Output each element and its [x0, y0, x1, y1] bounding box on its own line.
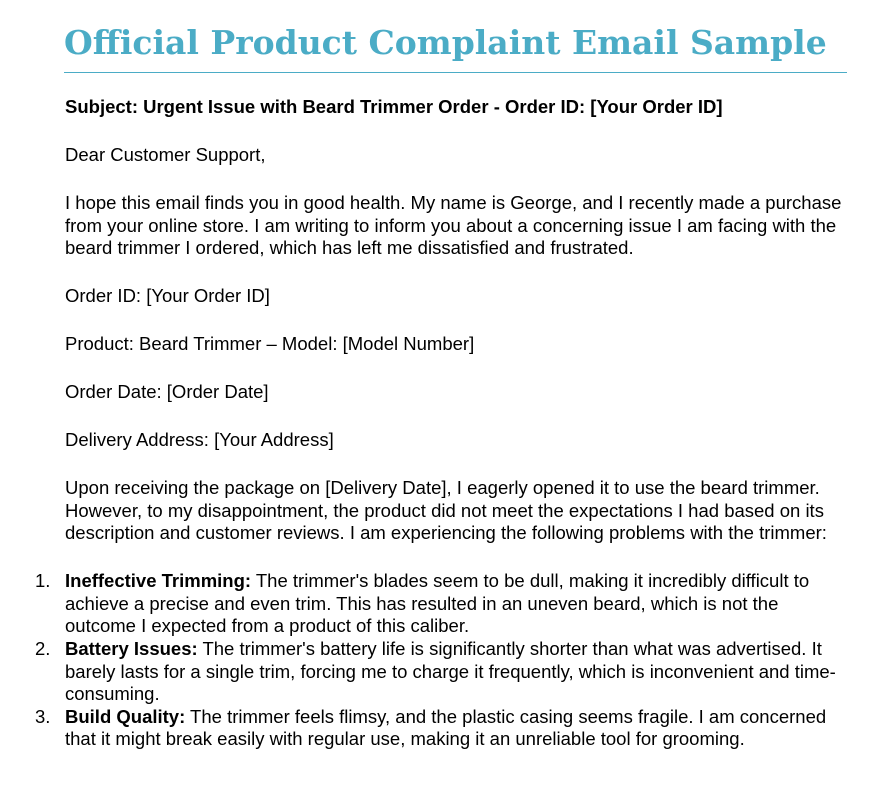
email-greeting: Dear Customer Support,	[65, 143, 266, 165]
intro-paragraph: I hope this email finds you in good health. My name is George, and I recently made a purchase from your online store. I am writing to inform you about a concerning issue I am facing with the beard trimmer I ordered, which has left me dissatisfied and frustrated.	[65, 191, 842, 259]
order-date-line: Order Date: [Order Date]	[65, 381, 269, 403]
product-line: Product: Beard Trimmer – Model: [Model Number]	[65, 333, 475, 355]
problem-intro-paragraph: Upon receiving the package on [Delivery Date], I eagerly opened it to use the beard trimmer. However, to my disappointment, the product did not meet the expectations I had based on its description and customer reviews. I am experiencing the following problems with the trimmer:	[65, 477, 827, 544]
list-item-text: The trimmer's battery life is significantly shorter than what was advertised. It barely lasts for a single trim, forcing me to charge it frequently, which is inconvenient and time-consuming.	[65, 638, 836, 705]
list-item	[35, 705, 850, 751]
document-title: Official Product Complaint Email Sample	[64, 23, 827, 62]
list-item-text: The trimmer's blades seem to be dull, making it incredibly difficult to achieve a precise and even trim. This has resulted in an uneven beard, which is not the outcome I expected from a product of this caliber.	[65, 570, 810, 637]
list-item-number: 2.	[35, 638, 51, 660]
delivery-address-line: Delivery Address: [Your Address]	[65, 429, 334, 451]
email-subject: Subject: Urgent Issue with Beard Trimmer Order - Order ID: [Your Order ID]	[65, 96, 723, 117]
list-item-text: The trimmer feels flimsy, and the plastic casing seems fragile. I am concerned that it might break easily with regular use, making it an unreliable tool for grooming.	[65, 705, 827, 750]
list-item-label: Build Quality:	[65, 705, 186, 727]
list-item-number: 3.	[35, 705, 51, 727]
issues-list	[35, 570, 850, 751]
email-body	[35, 96, 850, 751]
list-item-label: Battery Issues:	[65, 638, 198, 660]
list-item	[35, 638, 850, 706]
list-item	[35, 570, 850, 638]
title-divider	[64, 72, 847, 73]
order-id-line: Order ID: [Your Order ID]	[65, 285, 270, 307]
list-item-label: Ineffective Trimming:	[65, 570, 252, 592]
list-item-number: 1.	[35, 570, 51, 592]
